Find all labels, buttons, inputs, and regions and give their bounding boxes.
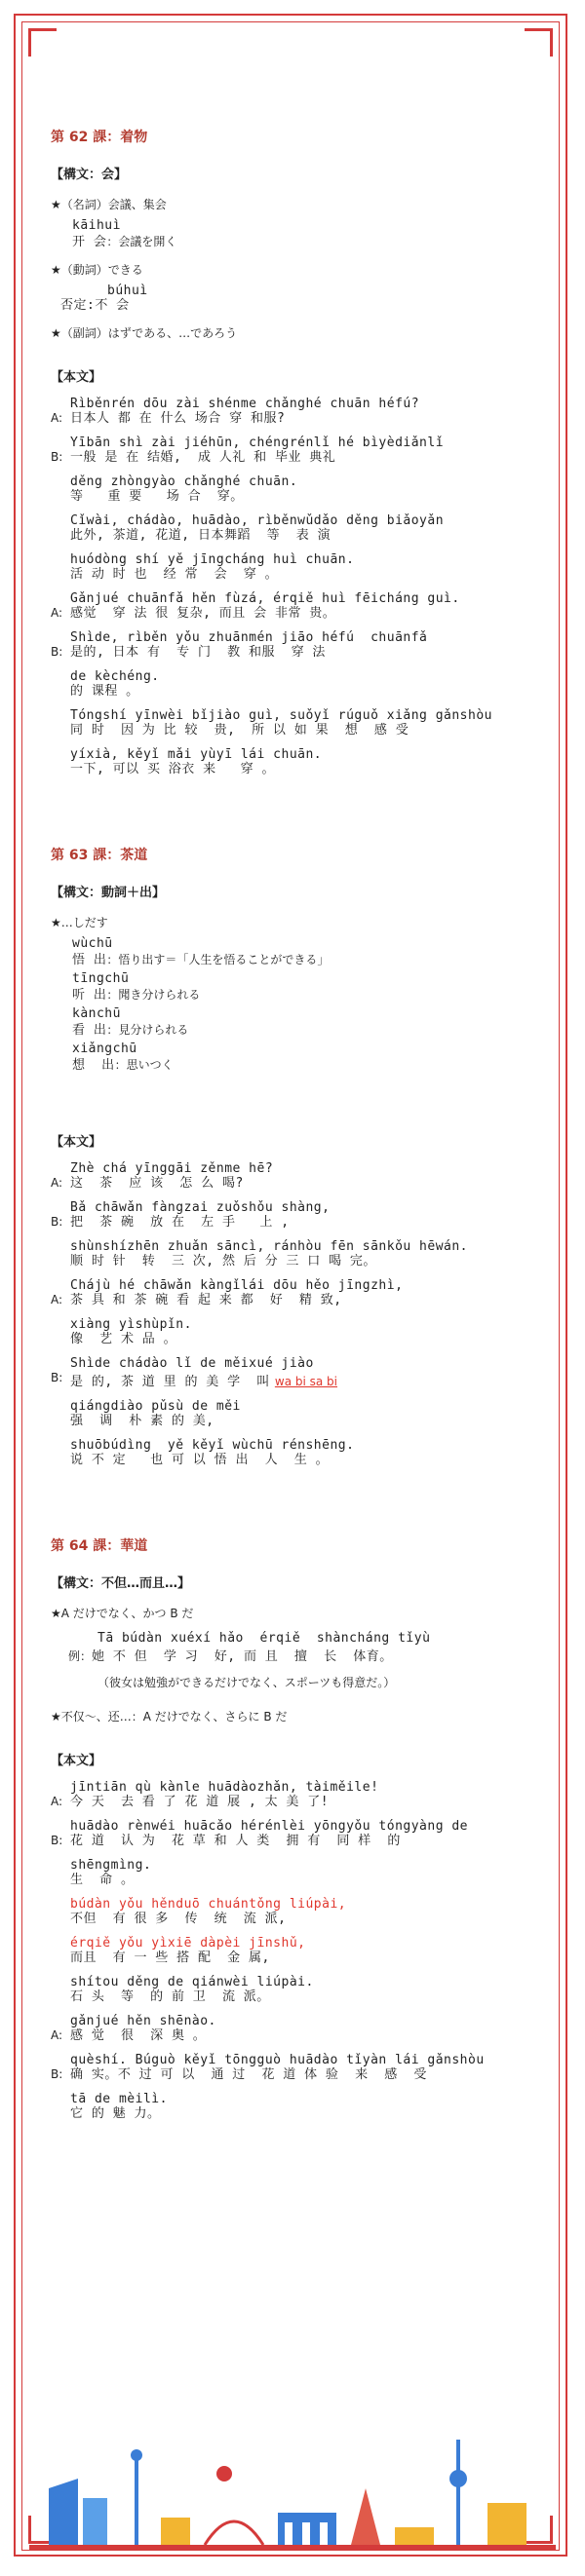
pinyin: huādào rènwéi huācǎo hérénlèi yōngyǒu tóngyàng de xyxy=(70,1819,469,1834)
hanzi: 茶 具 和 茶 碗 看 起 来 都 好 精 致, xyxy=(70,1293,342,1307)
speaker: B: xyxy=(51,645,63,659)
speaker: B: xyxy=(51,1215,63,1229)
dialogue-line xyxy=(51,1317,538,1346)
pinyin: Bǎ chāwǎn fàngzai zuǒshǒu shàng, xyxy=(70,1200,331,1215)
usage-point: ★（名詞）会議、集会 xyxy=(51,198,167,211)
arch-icon xyxy=(205,2521,263,2545)
translation-note: （彼女は勉強ができるだけでなく、スポーツも得意だ。） xyxy=(98,1676,396,1689)
content xyxy=(51,127,538,2170)
dialogue xyxy=(51,397,538,777)
gloss: ：会議を開く xyxy=(106,235,177,248)
usage-point: ★（動詞）できる xyxy=(51,263,143,277)
hanzi: 说 不 定 也 可 以 悟 出 人 生 。 xyxy=(70,1453,330,1467)
dialogue-line xyxy=(51,513,538,543)
main-text-title: 【本文】 xyxy=(51,1135,102,1150)
gate-opening xyxy=(285,2522,292,2545)
dialogue-line xyxy=(51,1897,538,1926)
gloss: ：思いつく xyxy=(114,1058,174,1072)
pinyin: shēngmìng. xyxy=(70,1858,152,1873)
speaker xyxy=(51,1975,70,2004)
lesson-64 xyxy=(51,1535,538,2121)
dialogue-line xyxy=(51,2053,538,2082)
dialogue-line xyxy=(51,708,538,738)
dialogue-line xyxy=(51,591,538,621)
pinyin: de kèchéng. xyxy=(70,669,160,684)
dialogue-line xyxy=(51,1239,538,1269)
lesson-title: 第 64 課：華道 xyxy=(51,1538,148,1554)
hanzi: 活 动 时 也 经 常 会 穿 。 xyxy=(70,567,279,582)
pinyin: kāihuì xyxy=(72,218,121,233)
hanzi: 花 道 认 为 花 草 和 人 类 拥 有 同 样 的 xyxy=(70,1834,401,1848)
speaker xyxy=(51,552,70,582)
hanzi: 今 天 去 看 了 花 道 展 , 太 美 了! xyxy=(70,1795,330,1809)
pinyin: Shìde chádào lǐ de měixué jiào xyxy=(70,1356,314,1371)
building-icon xyxy=(488,2503,526,2545)
dialogue-line xyxy=(51,747,538,777)
hanzi: 是的, 日本 有 专 门 教 和服 穿 法 xyxy=(70,645,326,660)
pinyin: jīntiān qù kànle huādàozhǎn, tàiměile! xyxy=(70,1780,379,1795)
dialogue xyxy=(51,1161,538,1467)
hanzi: 顺 时 针 转 三 次, 然 后 分 三 口 喝 完。 xyxy=(70,1254,376,1269)
corner-ornament xyxy=(28,28,57,57)
gate-opening xyxy=(320,2522,328,2545)
hanzi: 它 的 魅 力。 xyxy=(70,2106,161,2121)
dialogue-line xyxy=(51,630,538,660)
city-skyline-illustration xyxy=(29,2420,556,2557)
hanzi: 不但 有 很 多 传 统 流 派, xyxy=(70,1912,287,1926)
pinyin: Cǐwài, chádào, huādào, rìběnwǔdǎo děng biǎoyǎn xyxy=(70,513,445,528)
hanzi: 感觉 穿 法 很 复杂, 而且 会 非常 贵。 xyxy=(70,606,336,621)
vocab-item xyxy=(72,218,538,249)
hanzi: 等 重 要 场 合 穿。 xyxy=(70,489,244,504)
gate-opening xyxy=(302,2522,310,2545)
speaker xyxy=(51,1399,70,1428)
dialogue-line xyxy=(51,1975,538,2004)
speaker: B: xyxy=(51,1834,63,1847)
dialogue-line xyxy=(51,1819,538,1848)
tower-top-icon xyxy=(131,2449,142,2461)
speaker xyxy=(51,2092,70,2121)
hanzi: 是 的, 茶 道 里 的 美 学 叫 xyxy=(70,1375,270,1389)
usage-point: ★不仅～、还…：A だけでなく、さらに B だ xyxy=(51,1710,288,1724)
hanzi: 否定:不 会 xyxy=(60,298,130,313)
speaker: B: xyxy=(51,1371,63,1384)
lesson-63 xyxy=(51,845,538,1467)
vocab-item xyxy=(72,936,538,967)
airplane-icon xyxy=(216,2466,232,2481)
dialogue-line xyxy=(51,1858,538,1887)
speaker: A: xyxy=(51,1176,63,1190)
pattern-title: 【構文：動詞＋出】 xyxy=(51,886,166,900)
tv-tower-sphere-icon xyxy=(449,2470,467,2487)
usage-point: ★…しだす xyxy=(51,916,108,929)
hanzi: 强 调 朴 素 的 美, xyxy=(70,1414,214,1428)
pinyin: tīngchū xyxy=(72,971,130,986)
hanzi: 感 觉 很 深 奥 。 xyxy=(70,2028,207,2043)
pattern-title: 【構文：会】 xyxy=(51,168,128,182)
speaker: B: xyxy=(51,450,63,464)
hanzi: 看 出 xyxy=(72,1023,107,1038)
corner-ornament xyxy=(525,28,553,57)
pinyin: Chájù hé chāwǎn kàngǐlái dōu hěo jīngzhì, xyxy=(70,1278,404,1293)
dialogue-line xyxy=(51,1278,538,1307)
speaker xyxy=(51,1858,70,1887)
wabisabi-highlight: wa bi sa bi xyxy=(274,1375,337,1388)
pinyin: Yībān shì zài jiéhūn, chéngrénlǐ hé bìyèdiǎnlǐ xyxy=(70,436,445,450)
gloss: ：聞き分けられる xyxy=(106,988,201,1002)
hanzi: 想 出 xyxy=(72,1058,115,1073)
hanzi: 一下, 可以 买 浴衣 来 穿 。 xyxy=(70,762,275,777)
pinyin: wùchū xyxy=(72,936,113,951)
hanzi: 生 命 。 xyxy=(70,1873,135,1887)
speaker xyxy=(51,513,70,543)
vocab-item xyxy=(60,284,538,313)
speaker: A: xyxy=(51,2028,63,2042)
dialogue-line xyxy=(51,1399,538,1428)
dialogue-line xyxy=(51,397,538,426)
dialogue-line xyxy=(51,474,538,504)
hanzi: 石 头 等 的 前 卫 流 派。 xyxy=(70,1989,270,2004)
pinyin: Zhè chá yīnggāi zěnme hē? xyxy=(70,1161,274,1176)
vocab-item xyxy=(72,971,538,1003)
hanzi: 此外, 茶道, 花道, 日本舞蹈 等 表 演 xyxy=(70,528,332,543)
dialogue-line xyxy=(51,1356,538,1389)
speaker xyxy=(51,1317,70,1346)
pinyin: búhuì xyxy=(107,284,148,298)
dialogue-line xyxy=(51,1936,538,1965)
pinyin: Shìde, rìběn yǒu zhuānmén jiāo héfú chuānfǎ xyxy=(70,630,428,645)
main-text-title: 【本文】 xyxy=(51,370,102,385)
hanzi: 确 实。不 过 可 以 通 过 花 道 体 验 来 感 受 xyxy=(70,2067,427,2082)
main-text-title: 【本文】 xyxy=(51,1754,102,1768)
dialogue-line xyxy=(51,2014,538,2043)
gloss: ：見分けられる xyxy=(106,1023,189,1037)
hanzi: 这 茶 应 该 怎 么 喝? xyxy=(70,1176,244,1191)
vocab-item xyxy=(72,1042,538,1073)
pinyin: shítou děng de qiánwèi liúpài. xyxy=(70,1975,314,1989)
speaker xyxy=(51,1438,70,1467)
pinyin: xiǎngchū xyxy=(72,1042,137,1056)
hanzi: 一般 是 在 结婚, 成 人礼 和 毕业 典礼 xyxy=(70,450,336,465)
speaker: A: xyxy=(51,1795,63,1808)
pinyin: Gǎnjué chuānfǎ hěn fùzá, érqiě huì fēicháng guì. xyxy=(70,591,460,606)
speaker xyxy=(51,669,70,699)
dialogue-line xyxy=(51,1200,538,1230)
speaker xyxy=(51,474,70,504)
lesson-title: 第 63 課：茶道 xyxy=(51,848,148,863)
building-icon xyxy=(49,2479,78,2545)
lesson-title: 第 62 課：着物 xyxy=(51,130,148,145)
dialogue-line xyxy=(51,552,538,582)
speaker: B: xyxy=(51,2067,63,2081)
dialogue-line xyxy=(51,669,538,699)
dialogue xyxy=(51,1780,538,2121)
hanzi: 她 不 但 学 习 好, 而 且 擅 长 体育。 xyxy=(92,1649,393,1664)
hanzi: 像 艺 术 品 。 xyxy=(70,1332,177,1346)
example-sentence xyxy=(51,1631,538,1664)
hanzi: 听 出 xyxy=(72,988,107,1003)
hanzi: 把 茶 碗 放 在 左 手 上 , xyxy=(70,1215,290,1230)
hanzi: 日本人 都 在 什么 场合 穿 和服? xyxy=(70,411,286,426)
speaker xyxy=(51,747,70,777)
pinyin: shùnshízhēn zhuǎn sāncì, ránhòu fēn sānkǒu hēwán. xyxy=(70,1239,469,1254)
pinyin: quèshí. Búguò kěyǐ tōngguò huādào tǐyàn lái gǎnshòu xyxy=(70,2053,485,2067)
pinyin: búdàn yǒu hěnduō chuántǒng liúpài, xyxy=(70,1897,347,1912)
hanzi: 同 时 因 为 比 较 贵, 所 以 如 果 想 感 受 xyxy=(70,723,410,738)
usage-point: ★A だけでなく、かつ B だ xyxy=(51,1607,194,1620)
speaker: A: xyxy=(51,1293,63,1307)
dialogue-line xyxy=(51,1780,538,1809)
dialogue-line xyxy=(51,1161,538,1191)
dialogue-line xyxy=(51,2092,538,2121)
ground-line xyxy=(29,2545,556,2551)
pinyin: huódòng shí yě jīngcháng huì chuān. xyxy=(70,552,355,567)
speaker xyxy=(51,1897,70,1926)
pinyin: Tā búdàn xuéxí hǎo érqiě shàncháng tǐyù xyxy=(98,1631,431,1646)
pinyin: Tóngshí yīnwèi bǐjiào guì, suǒyǐ rúguǒ xiǎng gǎnshòu xyxy=(70,708,492,723)
dialogue-line xyxy=(51,1438,538,1467)
pinyin: qiángdiào pǔsù de měi xyxy=(70,1399,241,1414)
pinyin: shuōbúdìng yě kěyǐ wùchū rénshēng. xyxy=(70,1438,355,1453)
pinyin: gǎnjué hěn shēnào. xyxy=(70,2014,216,2028)
lesson-62 xyxy=(51,127,538,777)
pattern-title: 【構文：不但…而且…】 xyxy=(51,1576,191,1591)
pinyin: děng zhòngyào chǎnghé chuān. xyxy=(70,474,298,489)
hanzi: 的 课程 。 xyxy=(70,684,139,699)
pinyin: kànchū xyxy=(72,1006,121,1021)
building-icon xyxy=(161,2518,190,2545)
speaker xyxy=(51,708,70,738)
pinyin: xiàng yìshùpǐn. xyxy=(70,1317,192,1332)
gloss: ：悟り出す＝「人生を悟ることができる」 xyxy=(106,953,330,966)
example-label: 例： xyxy=(68,1649,93,1663)
pinyin: Rìběnrén dōu zài shénme chǎnghé chuān héfú? xyxy=(70,397,420,411)
dialogue-line xyxy=(51,436,538,465)
pinyin: érqiě yǒu yìxiē dàpèi jīnshǔ, xyxy=(70,1936,306,1951)
speaker: A: xyxy=(51,411,63,425)
speaker: A: xyxy=(51,606,63,620)
hanzi: 悟 出 xyxy=(72,953,107,967)
pinyin: yíxià, kěyǐ mǎi yùyī lái chuān. xyxy=(70,747,323,762)
building-icon xyxy=(83,2498,107,2545)
hanzi: 开 会 xyxy=(72,235,107,249)
usage-point: ★（副詞）はずである、…であろう xyxy=(51,326,238,340)
hanzi: 而且 有 一 些 搭 配 金 属, xyxy=(70,1951,270,1965)
vocab-item xyxy=(72,1006,538,1038)
speaker xyxy=(51,1239,70,1269)
spire-icon xyxy=(351,2488,380,2545)
pinyin: tā de mèilì. xyxy=(70,2092,168,2106)
speaker xyxy=(51,1936,70,1965)
building-icon xyxy=(395,2527,434,2545)
